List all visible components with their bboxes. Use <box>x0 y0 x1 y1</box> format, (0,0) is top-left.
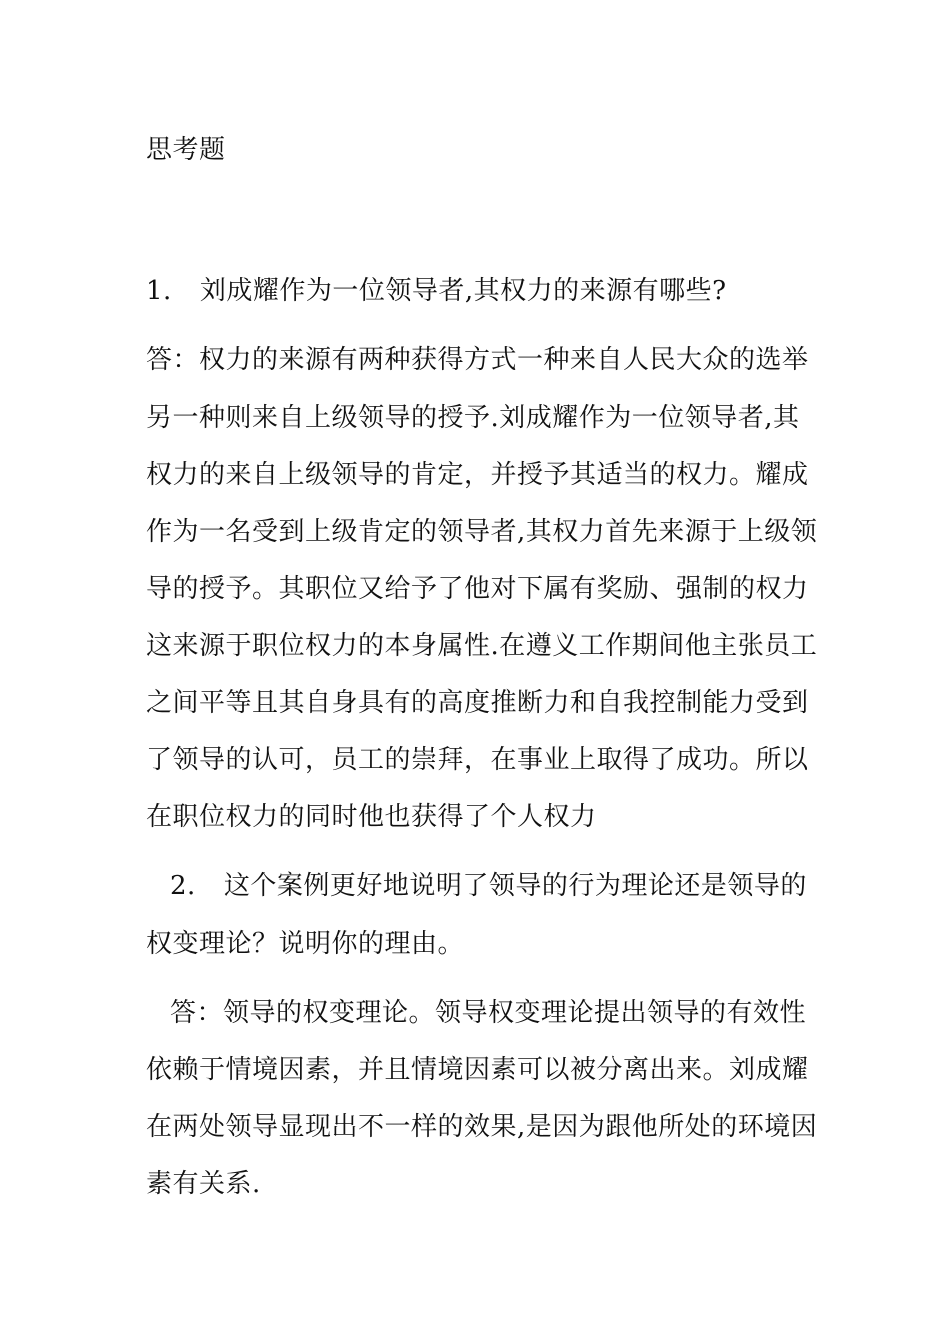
question-2-line: 权变理论？说明你的理由。 <box>146 929 465 959</box>
answer-1-line: 这来源于职位权力的本身属性.在遵义工作期间他主张员工 <box>146 631 818 661</box>
question-1 <box>146 276 727 306</box>
question-2 <box>170 871 807 901</box>
answer-2-line: 素有关系. <box>146 1169 261 1199</box>
answer-1-line: 导的授予。其职位又给予了他对下属有奖励、强制的权力 <box>146 574 809 604</box>
answer-1-line: 另一种则来自上级领导的授予.刘成耀作为一位领导者,其 <box>146 403 800 433</box>
answer-1-line: 答：权力的来源有两种获得方式一种来自人民大众的选举 <box>146 345 809 375</box>
answer-1-line: 之间平等且其自身具有的高度推断力和自我控制能力受到 <box>146 688 809 718</box>
answer-1-line: 作为一名受到上级肯定的领导者,其权力首先来源于上级领 <box>146 517 818 547</box>
page-heading: 思考题 <box>146 135 226 165</box>
answer-1-line: 了领导的认可，员工的崇拜，在事业上取得了成功。所以 <box>146 745 809 775</box>
answer-2-line: 在两处领导显现出不一样的效果,是因为跟他所处的环境因 <box>146 1112 818 1142</box>
question-1-text: 刘成耀作为一位领导者,其权力的来源有哪些? <box>199 276 727 306</box>
answer-1-line: 在职位权力的同时他也获得了个人权力 <box>146 802 597 832</box>
answer-2-line: 依赖于情境因素，并且情境因素可以被分离出来。刘成耀 <box>146 1055 809 1085</box>
question-2-number: 2. <box>170 871 196 901</box>
question-1-number: 1. <box>146 276 172 306</box>
answer-2-line: 答：领导的权变理论。领导权变理论提出领导的有效性 <box>170 998 807 1028</box>
question-2-text: 这个案例更好地说明了领导的行为理论还是领导的 <box>223 871 807 901</box>
answer-1-line: 权力的来自上级领导的肯定，并授予其适当的权力。耀成 <box>146 460 809 490</box>
